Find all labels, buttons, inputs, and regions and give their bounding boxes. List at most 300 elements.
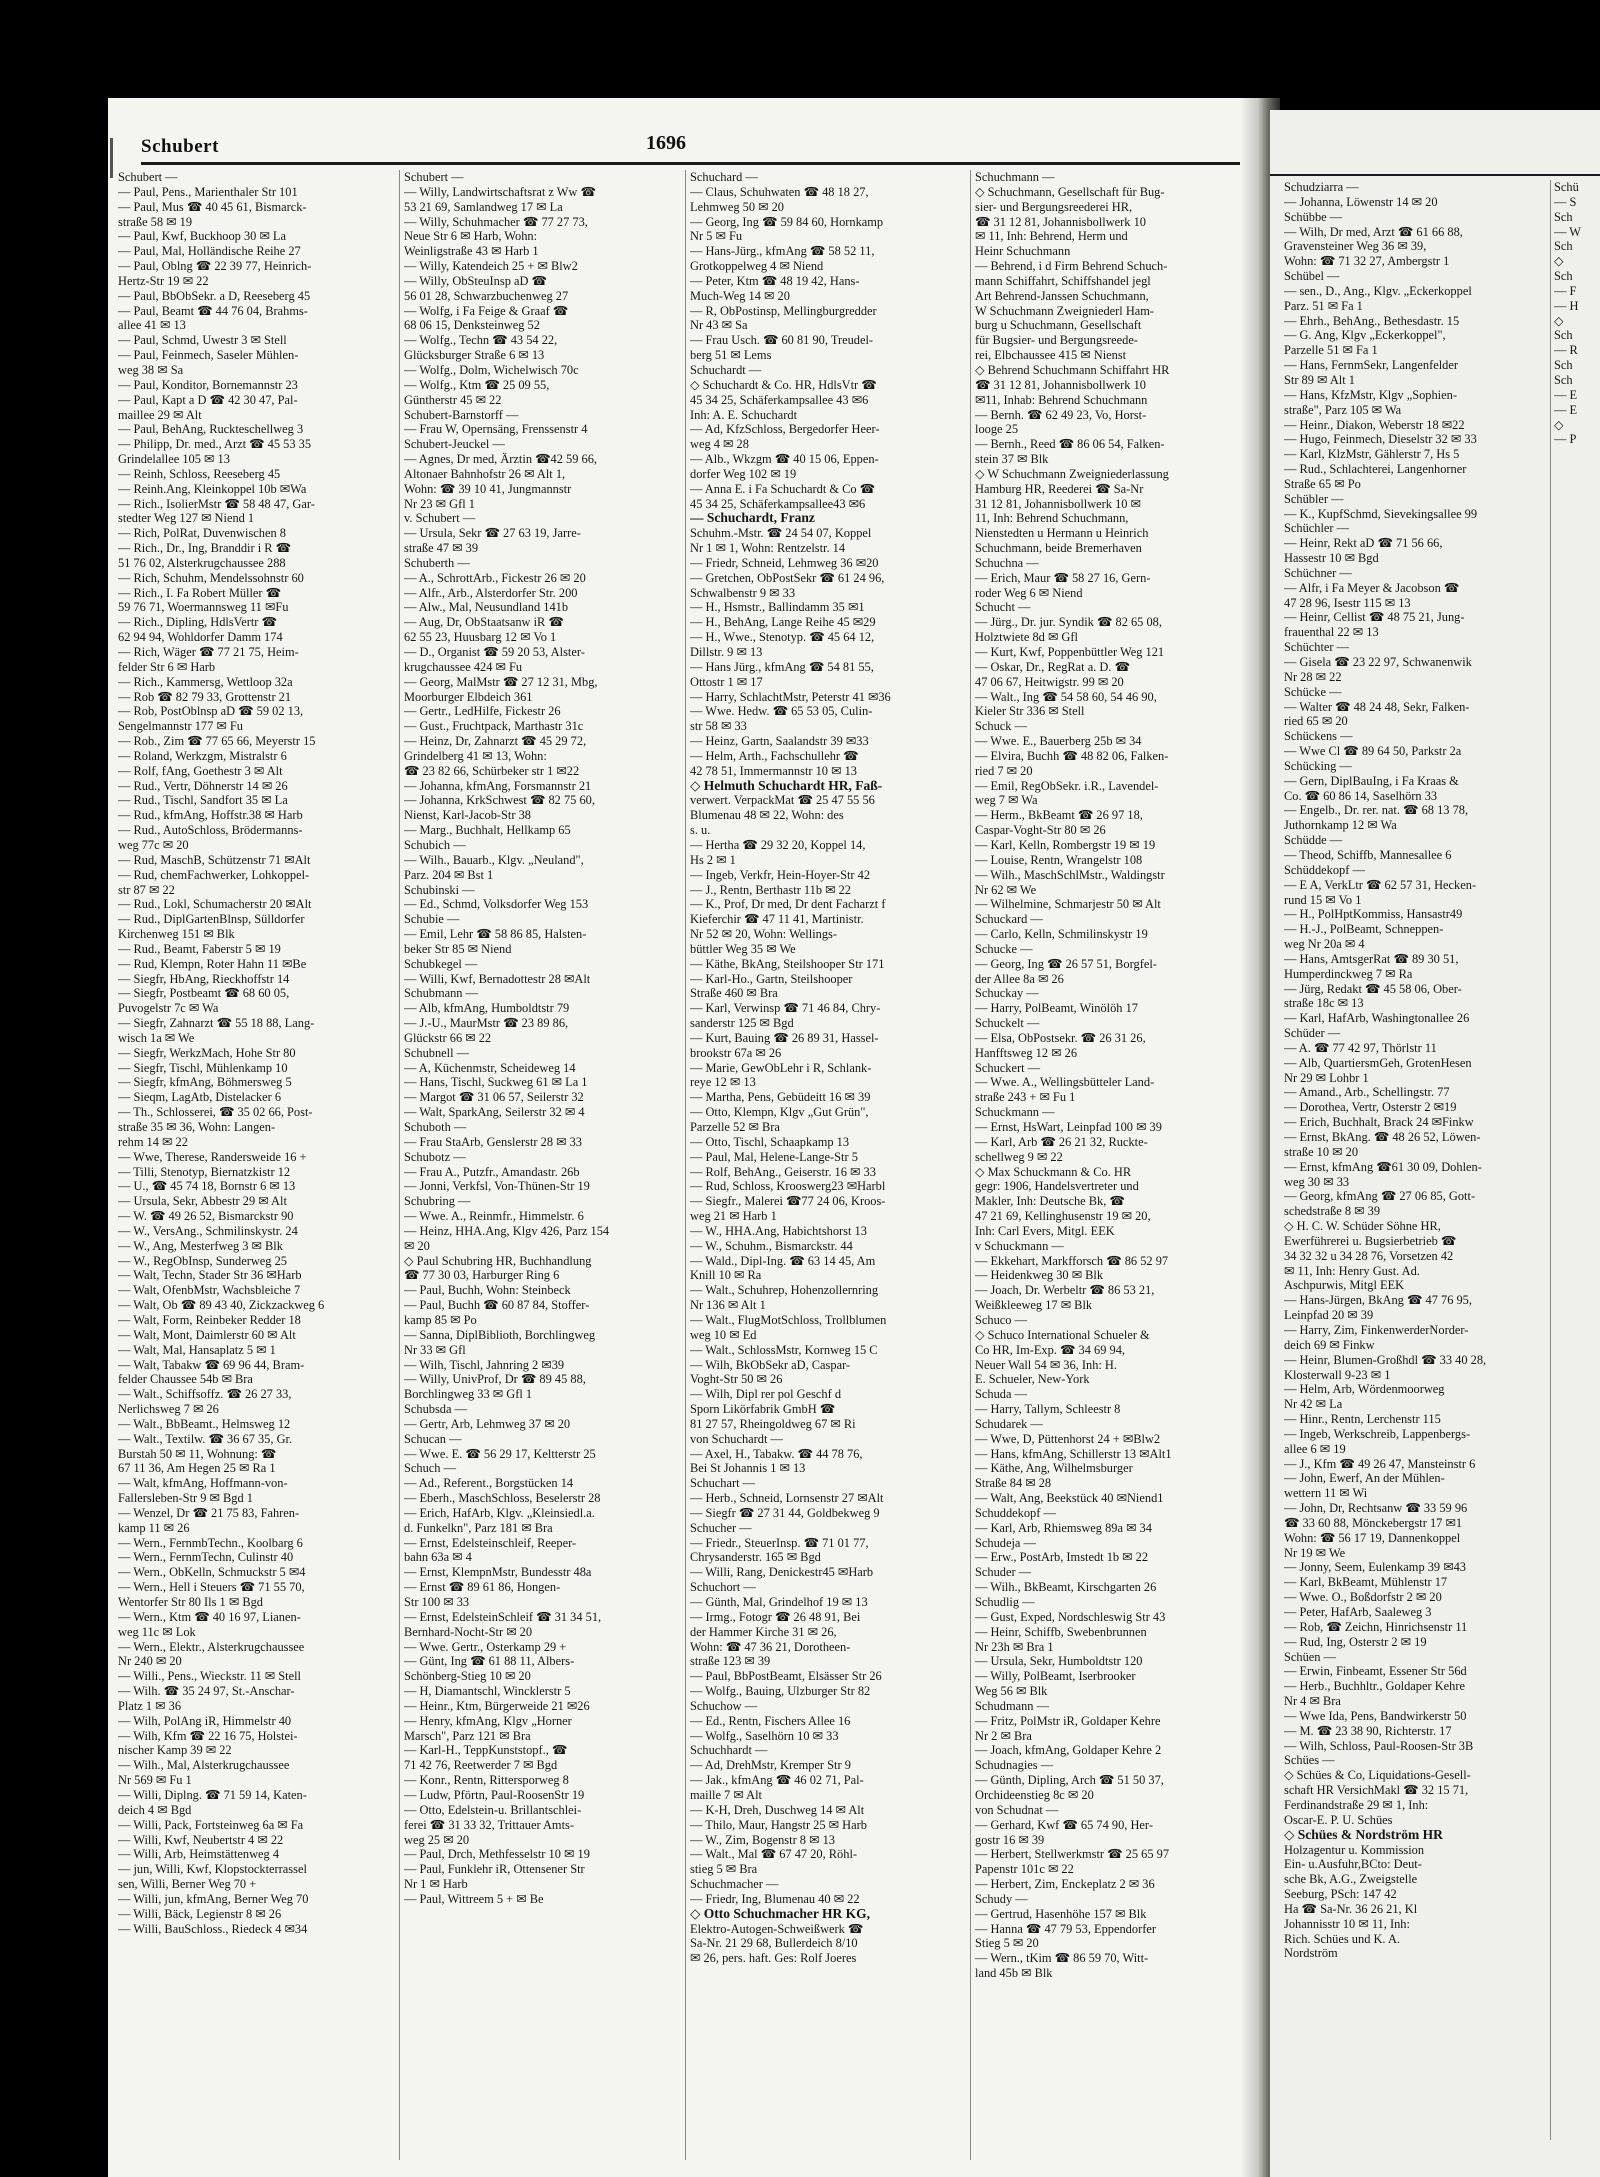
listing-entry: Nr 23h ✉ Bra 1 [975, 1639, 1054, 1654]
listing-entry: — Axel, H., Tabakw. ☎ 44 78 76, [690, 1446, 863, 1461]
listing-entry: ☎ 77 30 03, Harburger Ring 6 [404, 1268, 560, 1283]
listing-entry: — W., Zim, Bogenstr 8 ✉ 13 [690, 1832, 835, 1847]
listing-entry: — Wilh., Mal, Alsterkrugchaussee [118, 1758, 290, 1773]
listing-entry: — Paul, Drch, Methfesselstr 10 ✉ 19 [404, 1847, 590, 1862]
listing-entry: — Reinh, Schloss, Reeseberg 45 [118, 466, 281, 481]
listing-entry: Schuco — [975, 1312, 1027, 1327]
next-entry: — Herb., Buchhltr., Goldaper Kehre [1284, 1679, 1465, 1694]
listing-entry: 62 94 94, Wohldorfer Damm 174 [118, 630, 283, 645]
listing-entry: — Oskar, Dr., RegRat a. D. ☎ [975, 659, 1130, 674]
listing-entry: — Otto, Edelstein-u. Brillantschlei- [404, 1802, 582, 1817]
column-4 [975, 170, 1251, 2170]
listing-entry: Schuchna — [975, 555, 1039, 570]
listing-entry: Kieferchir ☎ 47 11 41, Martinistr. [690, 912, 864, 927]
listing-entry: — Wern., tKim ☎ 86 59 70, Witt- [975, 1951, 1149, 1966]
listing-entry: — Paul, Kapt a D ☎ 42 30 47, Pal- [118, 392, 298, 407]
listing-entry: — Wwe. Gertr., Osterkamp 29 + [404, 1639, 567, 1654]
listing-entry: — Willi., Pens., Wieckstr. 11 ✉ Stell [118, 1669, 301, 1684]
listing-entry: — Tilli, Stenotyp, Biernatzkistr 12 [118, 1164, 291, 1179]
next-entry: Str 89 ✉ Alt 1 [1284, 372, 1355, 387]
listing-entry: sanderstr 125 ✉ Bgd [690, 1016, 794, 1031]
listing-entry: — Willi, Kwf, Bernadottestr 28 ✉Alt [404, 971, 591, 986]
next-entry: Hassestr 10 ✉ Bgd [1284, 551, 1379, 566]
listing-entry: — Siegfr, Tischl, Mühlenkamp 10 [118, 1060, 288, 1075]
next-entry: — G. Ang, Klgv „Eckerkoppel", [1284, 328, 1446, 343]
page-number: 1696 [646, 132, 686, 154]
listing-entry: berg 51 ✉ Lems [690, 348, 772, 363]
listing-entry: — Margot ☎ 31 06 57, Seilerstr 32 [404, 1090, 584, 1105]
next-entry: — Hugo, Feinmech, Dieselstr 32 ✉ 33 [1284, 432, 1477, 447]
listing-entry: reye 12 ✉ 13 [690, 1075, 756, 1090]
listing-entry: — Paul, Buchh ☎ 60 87 84, Stoffer- [404, 1298, 590, 1313]
listing-entry: straße 243 + ✉ Fu 1 [975, 1090, 1076, 1105]
next-entry: Ewerführerei u. Bugsierbetrieb ☎ [1284, 1233, 1457, 1248]
next-entry: Schudziarra — [1284, 180, 1359, 194]
listing-entry: Schucan — [404, 1431, 462, 1446]
listing-entry: Schudy — [975, 1891, 1028, 1906]
listing-entry: — Wwe. A., Wellingsbütteler Land- [975, 1075, 1155, 1090]
listing-entry: Schuchmann — [975, 170, 1055, 184]
listing-entry: ✉ 26, pers. haft. Ges: Rolf Joeres [690, 1951, 857, 1966]
next-entry: Nordström [1284, 1946, 1338, 1961]
listing-entry: — Wilh, Dipl rer pol Geschf d [690, 1387, 842, 1402]
listing-entry: — Wern., FernmbTechn., Koolbarg 6 [118, 1535, 303, 1550]
listing-entry: gegr: 1906, Handelsvertreter und [975, 1179, 1139, 1194]
listing-entry: Burstah 50 ✉ 11, Wohnung: ☎ [118, 1446, 277, 1461]
next-entry: straße 18c ✉ 13 [1284, 996, 1364, 1011]
listing-entry: Co HR, Im-Exp. ☎ 34 69 94, [975, 1342, 1126, 1357]
listing-entry: — Wwe, D, Püttenhorst 24 + ✉Blw2 [975, 1431, 1161, 1446]
listing-entry: — Rich., Kammersg, Wettloop 32a [118, 674, 293, 689]
listing-entry: Moorburger Elbdeich 361 [404, 689, 533, 704]
listing-entry: — Walt., FlugMotSchloss, Trollblumen [690, 1312, 887, 1327]
listing-entry: — Willi, jun, kfmAng, Berner Weg 70 [118, 1891, 309, 1906]
listing-entry: für Bugsier- und Bergungsreede- [975, 333, 1138, 348]
listing-entry: weg 77c ✉ 20 [118, 837, 189, 852]
listing-entry: Schuboth — [404, 1120, 467, 1134]
listing-entry: — Karl, Verwinsp ☎ 71 46 84, Chry- [690, 1001, 881, 1016]
next-entry: — Hans, FernmSekr, Langenfelder [1284, 358, 1458, 373]
next-entry: — M. ☎ 23 38 90, Richterstr. 17 [1284, 1723, 1452, 1738]
listing-entry: rehm 14 ✉ 22 [118, 1134, 188, 1149]
listing-entry: — Willi, Pack, Fortsteinweg 6a ✉ Fa [118, 1817, 304, 1832]
listing-entry: Ottostr 1 ✉ 17 [690, 674, 763, 689]
next-entry: — Heinr., Diakon, Weberstr 18 ✉22 [1284, 417, 1465, 432]
listing-entry: ferei ☎ 31 33 32, Trittauer Amts- [404, 1817, 574, 1832]
listing-entry: — Rud, MaschB, Schützenstr 71 ✉Alt [118, 852, 311, 867]
listing-entry: Caspar-Voght-Str 80 ✉ 26 [975, 823, 1106, 838]
listing-entry: — Georg, Ing ☎ 59 84 60, Hornkamp [690, 214, 884, 229]
listing-entry: — Rob., Zim ☎ 77 65 66, Meyerstr 15 [118, 734, 316, 749]
next-entry: — Hans-Jürgen, BkAng ☎ 47 76 95, [1284, 1293, 1472, 1308]
listing-entry: Schwalbenstr 9 ✉ 33 [690, 585, 796, 600]
listing-entry: — W. ☎ 49 26 52, Bismarckstr 90 [118, 1209, 294, 1224]
listing-entry: ◇ Behrend Schuchmann Schiffahrt HR [975, 362, 1170, 377]
listing-entry: E. Schueler, New-York [975, 1372, 1090, 1387]
directory-page [108, 98, 1260, 2177]
listing-entry: 67 11 36, Am Hegen 25 ✉ Ra 1 [118, 1461, 276, 1476]
listing-entry: ☎ 23 82 66, Schürbeker str 1 ✉22 [404, 763, 580, 778]
listing-entry: — Alb., Wkzgm ☎ 40 15 06, Eppen- [690, 452, 879, 467]
listing-entry: 42 78 51, Immermannstr 10 ✉ 13 [690, 763, 857, 778]
margin-mark [110, 138, 113, 178]
listing-entry: — Peter, Ktm ☎ 48 19 42, Hans- [690, 273, 860, 288]
listing-entry: Nr 5 ✉ Fu [690, 229, 743, 244]
listing-entry: — Rud., kfmAng, Hoffstr.38 ✉ Harb [118, 808, 303, 823]
next-entry: — E [1554, 387, 1578, 402]
listing-entry: — Philipp, Dr. med., Arzt ☎ 45 53 35 [118, 437, 312, 452]
listing-entry: Schubinski — [404, 882, 475, 897]
listing-entry: — Wolfg, i Fa Feige & Graaf ☎ [404, 303, 569, 318]
listing-entry: — Gretchen, ObPostSekr ☎ 61 24 96, [690, 570, 885, 585]
listing-entry: Bernhard-Nocht-Str ✉ 20 [404, 1624, 533, 1639]
listing-entry: burg u Schuchmann, Gesellschaft [975, 318, 1142, 333]
listing-entry: 56 01 28, Schwarzbuchenweg 27 [404, 288, 569, 303]
listing-entry: — Ad, KfzSchloss, Bergedorfer Heer- [690, 422, 880, 437]
listing-entry: — Rud, chemFachwerker, Lohkoppel- [118, 867, 310, 882]
listing-entry: — Rud., AutoSchloss, Brödermanns- [118, 823, 303, 838]
listing-entry: ✉ 20 [404, 1238, 430, 1253]
listing-entry: mann Schiffahrt, Schiffshandel jegl [975, 273, 1151, 288]
listing-entry: ◇ Helmuth Schuchardt HR, Faß- [690, 778, 883, 793]
next-entry: frauenthal 22 ✉ 13 [1284, 625, 1379, 640]
listing-entry: Kirchenweg 151 ✉ Blk [118, 927, 235, 942]
listing-entry: — Paul, Oblng ☎ 22 39 77, Heinrich- [118, 259, 312, 274]
next-entry: — F [1554, 283, 1577, 298]
listing-entry: — Siegfr, kfmAng, Böhmersweg 5 [118, 1075, 292, 1090]
listing-entry: Schuckard — [975, 912, 1043, 927]
next-entry: Wohn: ☎ 71 32 27, Ambergstr 1 [1284, 254, 1450, 269]
listing-entry: — Wern., Elektr., Alsterkrugchaussee [118, 1639, 305, 1654]
next-entry: Schüchner — [1284, 565, 1352, 580]
listing-entry: — Rud., Beamt, Faberstr 5 ✉ 19 [118, 941, 281, 956]
listing-entry: — Heinr., Ktm, Bürgerweide 21 ✉26 [404, 1698, 590, 1713]
listing-entry: Weg 56 ✉ Blk [975, 1684, 1048, 1699]
listing-entry: felder Chaussee 54b ✉ Bra [118, 1372, 253, 1387]
listing-entry: 53 21 69, Samlandweg 17 ✉ La [404, 199, 563, 214]
listing-entry: Schubert — [404, 170, 464, 184]
listing-entry: Nerlichsweg 7 ✉ 26 [118, 1402, 219, 1417]
listing-entry: Nienst, Karl-Jacob-Str 38 [404, 808, 531, 823]
next-entry: — sen., D., Ang., Klgv. „Eckerkoppel [1284, 283, 1472, 298]
listing-entry: 62 55 23, Huusbarg 12 ✉ Vo 1 [404, 630, 557, 645]
listing-entry: Inh: Carl Evers, Mitgl. EEK [975, 1223, 1115, 1238]
listing-entry: ◇ W Schuchmann Zweigniederlassung [975, 466, 1169, 481]
listing-entry: — Walt., BbBeamt., Helmsweg 12 [118, 1416, 291, 1431]
listing-entry: — Harry, SchlachtMstr, Peterstr 41 ✉36 [690, 689, 891, 704]
listing-entry: gostr 16 ✉ 39 [975, 1832, 1045, 1847]
next-entry: ◇ [1554, 417, 1564, 432]
listing-entry: — Frau Usch. ☎ 60 81 90, Treudel- [690, 333, 874, 348]
next-entry: — Amand., Arb., Schellingstr. 77 [1284, 1085, 1450, 1100]
next-entry: Nr 28 ✉ 22 [1284, 669, 1342, 684]
listing-entry: — Herbert, Stellwerkmstr ☎ 25 65 97 [975, 1847, 1170, 1862]
listing-entry: Nienstedten u Hermann u Heinrich [975, 526, 1149, 541]
listing-entry: — Heinz, Gartn, Saalandstr 39 ✉33 [690, 734, 869, 749]
listing-entry: dorfer Weg 102 ✉ 19 [690, 466, 797, 481]
listing-entry: — Hertha ☎ 29 32 20, Koppel 14, [690, 837, 866, 852]
listing-entry: — Paul, BbObSekr. a D, Reeseberg 45 [118, 288, 311, 303]
listing-entry: stedter Weg 127 ✉ Niend 1 [118, 511, 255, 526]
listing-entry: — Käthe, BkAng, Steilshooper Str 171 [690, 956, 885, 971]
listing-entry: — Wilhelmine, Schmarjestr 50 ✉ Alt [975, 897, 1161, 912]
listing-entry: — Reinh.Ang, Kleinkoppel 10b ✉Wa [118, 481, 307, 496]
listing-entry: Hanfftsweg 12 ✉ 26 [975, 1045, 1078, 1060]
next-entry: — Harry, Zim, FinkenwerderNorder- [1284, 1322, 1469, 1337]
listing-entry: — Paul, Mal, Holländische Reihe 27 [118, 244, 301, 259]
listing-entry: — Wenzel, Dr ☎ 21 75 83, Fahren- [118, 1505, 300, 1520]
listing-entry: — Marie, GewObLehr i R, Schlank- [690, 1060, 872, 1075]
listing-entry: — Konr., Rentn, Rittersporweg 8 [404, 1773, 569, 1788]
listing-entry: — J.-U., MaurMstr ☎ 23 89 86, [404, 1016, 569, 1031]
running-head-name: Schubert [141, 136, 219, 157]
listing-entry: — Sieqm, LagAtb, Distelacker 6 [118, 1090, 282, 1105]
next-entry: — Wilh, Schloss, Paul-Roosen-Str 3B [1284, 1738, 1474, 1753]
listing-entry: Weißkleeweg 17 ✉ Blk [975, 1298, 1093, 1313]
listing-entry: maillee 29 ✉ Alt [118, 407, 202, 422]
columns [118, 170, 1251, 2170]
listing-entry: Nr 43 ✉ Sa [690, 318, 748, 333]
listing-entry: Schucher — [690, 1520, 752, 1535]
next-entry: — Hinr., Rentn, Lerchenstr 115 [1284, 1412, 1441, 1427]
next-entry: Schüchter — [1284, 640, 1350, 655]
listing-entry: kamp 11 ✉ 26 [118, 1520, 190, 1535]
listing-entry: str 87 ✉ 22 [118, 882, 175, 897]
next-entry: — Ingeb, Werkschreib, Lappenbergs- [1284, 1426, 1471, 1441]
listing-entry: Voght-Str 50 ✉ 26 [690, 1372, 783, 1387]
listing-entry: — Georg, MalMstr ☎ 27 12 31, Mbg, [404, 674, 598, 689]
listing-entry: — Wolfg., Bauing, Ulzburger Str 82 [690, 1684, 871, 1699]
listing-entry: Hertz-Str 19 ✉ 22 [118, 273, 209, 288]
listing-entry: Lehmweg 50 ✉ 20 [690, 199, 785, 214]
next-entry: — Walter ☎ 48 24 48, Sekr, Falken- [1284, 699, 1470, 714]
next-entry: Sch [1554, 372, 1573, 387]
listing-entry: — Paul, BbPostBeamt, Elsässer Str 26 [690, 1669, 882, 1684]
next-entry: Oscar-E. P. U. Schües [1284, 1812, 1393, 1827]
listing-entry: — Erw., PostArb, Imstedt 1b ✉ 22 [975, 1550, 1149, 1565]
listing-entry: — jun, Willi, Kwf, Klopstockterrassel [118, 1862, 307, 1877]
next-entry: Wohn: ☎ 56 17 19, Dannenkoppel [1284, 1530, 1461, 1545]
listing-entry: — U., ☎ 45 74 18, Bornstr 6 ✉ 13 [118, 1179, 296, 1194]
listing-entry: weg 4 ✉ 28 [690, 437, 749, 452]
listing-entry: — Jürg., Dr. jur. Syndik ☎ 82 65 08, [975, 615, 1162, 630]
next-entry: — E [1554, 402, 1578, 417]
listing-entry: allee 41 ✉ 13 [118, 318, 186, 333]
next-entry: Johannisstr 10 ✉ 11, Inh: [1284, 1916, 1410, 1931]
listing-entry: straße 58 ✉ 19 [118, 214, 193, 229]
listing-entry: Sa-Nr. 21 29 68, Bullerdeich 8/10 [690, 1936, 858, 1951]
listing-entry: — Aug, Dr, ObStaatsanw iR ☎ [404, 615, 564, 630]
listing-entry: sen, Willi, Berner Weg 70 + [118, 1877, 257, 1892]
listing-entry: — Wilh, BkObSekr aD, Caspar- [690, 1357, 851, 1372]
next-entry: — Ernst, kfmAng ☎61 30 09, Dohlen- [1284, 1159, 1482, 1174]
next-entry: straße", Parz 105 ✉ Wa [1284, 402, 1402, 417]
listing-entry: Schubkegel — [404, 956, 478, 971]
next-entry: allee 6 ✉ 19 [1284, 1441, 1346, 1456]
next-entry: weg Nr 20a ✉ 4 [1284, 937, 1365, 952]
listing-entry: Schubnell — [404, 1045, 470, 1060]
next-entry: straße 10 ✉ 20 [1284, 1144, 1359, 1159]
next-entry: ◇ Schües & Nordström HR [1284, 1827, 1443, 1842]
next-entry: Sch [1554, 269, 1573, 284]
next-entry: ◇ H. C. W. Schüder Söhne HR, [1284, 1219, 1441, 1234]
listing-entry: — Hans Jürg., kfmAng ☎ 54 81 55, [690, 659, 874, 674]
next-entry: Schübbe — [1284, 209, 1343, 224]
next-entry: — John, Dr, Rechtsanw ☎ 33 59 96 [1284, 1501, 1468, 1516]
next-entry: — Johanna, Löwenstr 14 ✉ 20 [1284, 194, 1438, 209]
listing-entry: ◇ Otto Schuchmacher HR KG, [690, 1906, 871, 1921]
listing-entry: — Willy, PolBeamt, Iserbrooker [975, 1669, 1136, 1684]
listing-entry: — Ludw, Pförtn, Paul-RoosenStr 19 [404, 1787, 585, 1802]
column-1 [118, 170, 394, 2170]
listing-entry: Stieg 5 ✉ 20 [975, 1936, 1039, 1951]
listing-entry: — Wald., Dipl-Ing. ☎ 63 14 45, Am [690, 1253, 876, 1268]
listing-entry: — Joach, kfmAng, Goldaper Kehre 2 [975, 1743, 1162, 1758]
listing-entry: — Walt., Mal ☎ 67 47 20, Röhl- [690, 1847, 858, 1862]
listing-entry: nischer Kamp 39 ✉ 22 [118, 1743, 232, 1758]
next-entry: Nr 4 ✉ Bra [1284, 1694, 1341, 1709]
listing-entry: — Ernst ☎ 89 61 86, Hongen- [404, 1580, 561, 1595]
listing-entry: — Carlo, Kelln, Schmilinskystr 19 [975, 927, 1148, 942]
next-entry: sche Bk, A.G., Zweigstelle [1284, 1872, 1418, 1887]
listing-entry: — Friedr., SteuerInsp. ☎ 71 01 77, [690, 1535, 869, 1550]
listing-entry: — Jonni, Verkfsl, Von-Thünen-Str 19 [404, 1179, 590, 1194]
listing-entry: Nr 23 ✉ Gfl 1 [404, 496, 475, 511]
listing-entry: — Johanna, kfmAng, Forsmannstr 21 [404, 778, 592, 793]
listing-entry: s. u. [690, 823, 711, 838]
listing-entry: ◇ Schuchmann, Gesellschaft für Bug- [975, 184, 1165, 199]
listing-entry: — Bernh. ☎ 62 49 23, Vo, Horst- [975, 407, 1147, 422]
next-entry: — Wwe Ida, Pens, Bandwirkerstr 50 [1284, 1708, 1467, 1723]
listing-entry: 47 06 67, Heitwigstr. 99 ✉ 20 [975, 674, 1124, 689]
listing-entry: — Claus, Schuhwaten ☎ 48 18 27, [690, 184, 869, 199]
next-entry: — Ernst, BkAng. ☎ 48 26 52, Löwen- [1284, 1130, 1481, 1144]
listing-entry: — Karl, Kelln, Rombergstr 19 ✉ 19 [975, 837, 1156, 852]
listing-entry: Schudarek — [975, 1416, 1043, 1431]
listing-entry: — Wilh, Kfm ☎ 22 16 75, Holstei- [118, 1728, 298, 1743]
next-entry: 47 28 96, Isestr 115 ✉ 13 [1284, 595, 1411, 610]
next-entry: — Georg, kfmAng ☎ 27 06 85, Gott- [1284, 1189, 1476, 1204]
listing-entry: — Elsa, ObPostsekr. ☎ 26 31 26, [975, 1030, 1146, 1045]
listing-entry: brookstr 67a ✉ 26 [690, 1045, 782, 1060]
listing-entry: — Alw., Mal, Neusundland 141b [404, 600, 569, 615]
next-entry: Nr 42 ✉ La [1284, 1397, 1343, 1412]
listing-entry: — Willi, BauSchloss., Riedeck 4 ✉34 [118, 1921, 308, 1936]
listing-entry: land 45b ✉ Blk [975, 1966, 1053, 1981]
listing-entry: ◇ Schuchardt & Co. HR, HdlsVtr ☎ [690, 377, 877, 392]
next-entry: — Jonny, Seem, Eulenkamp 39 ✉43 [1284, 1560, 1466, 1575]
listing-entry: — Walt, Ang, Beekstück 40 ✉Niend1 [975, 1491, 1164, 1506]
next-entry: Parz. 51 ✉ Fa 1 [1284, 298, 1363, 313]
next-entry: wettern 11 ✉ Wi [1284, 1486, 1368, 1501]
listing-entry: Neuer Wall 54 ✉ 36, Inh: H. [975, 1357, 1117, 1372]
listing-entry: — Wilh, Tischl, Jahnring 2 ✉39 [404, 1357, 565, 1372]
listing-entry: — Siegfr, HbAng, Rieckhoffstr 14 [118, 971, 290, 986]
next-entry: — S [1554, 194, 1577, 209]
listing-entry: Schuckmann — [975, 1105, 1055, 1120]
listing-entry: — Karl-Ho., Gartn, Steilshooper [690, 971, 853, 986]
listing-entry: — Günt, Ing ☎ 61 88 11, Albers- [404, 1654, 575, 1669]
column-2 [404, 170, 680, 2170]
listing-entry: — Willi, Diplng. ☎ 71 59 14, Katen- [118, 1787, 307, 1802]
listing-entry: — Siegfr ☎ 27 31 44, Goldbekweg 9 [690, 1505, 880, 1520]
listing-entry: — Wolfg., Techn ☎ 43 54 22, [404, 333, 558, 348]
listing-entry: 45 34 25, Schäferkampsallee 43 ✉6 [690, 392, 869, 407]
listing-entry: — W., Ang, Mesterfweg 3 ✉ Blk [118, 1238, 283, 1253]
listing-entry: Blumenau 48 ✉ 22, Wohn: des [690, 808, 844, 823]
listing-entry: — Wern., Hell i Steuers ☎ 71 55 70, [118, 1580, 305, 1595]
next-entry: Schücke — [1284, 684, 1342, 699]
listing-entry: Schuchhardt — [690, 1743, 768, 1758]
listing-entry: 81 27 57, Rheingoldweg 67 ✉ Ri [690, 1416, 856, 1431]
next-entry: Aschpurwis, Mitgl EEK [1284, 1278, 1405, 1293]
next-entry: Sch [1554, 239, 1573, 254]
listing-entry: Fallersleben-Str 9 ✉ Bgd 1 [118, 1491, 253, 1506]
listing-entry: — Wern., FernmTechn, Culinstr 40 [118, 1550, 294, 1565]
listing-entry: der Allee 8a ✉ 26 [975, 971, 1064, 986]
listing-entry: — Ursula, Sekr, Humboldtstr 120 [975, 1654, 1143, 1669]
listing-entry: — Bernh., Reed ☎ 86 06 54, Falken- [975, 437, 1165, 452]
listing-entry: Schuckert — [975, 1060, 1041, 1075]
next-entry: — K., KupfSchmd, Sievekingsallee 99 [1284, 506, 1478, 521]
listing-entry: — Paul, Beamt ☎ 44 76 04, Brahms- [118, 303, 308, 318]
listing-entry: — Fritz, PolMstr iR, Goldaper Kehre [975, 1713, 1161, 1728]
listing-entry: — Willi, Kwf, Neubertstr 4 ✉ 22 [118, 1832, 284, 1847]
next-entry: Co. ☎ 60 86 14, Saselhörn 33 [1284, 788, 1438, 803]
listing-entry: krugchaussee 424 ✉ Fu [404, 659, 523, 674]
listing-entry: — K-H, Dreh, Duschweg 14 ✉ Alt [690, 1802, 865, 1817]
listing-entry: Schubert-Barnstorff — [404, 407, 519, 422]
listing-entry: — Irmg., Fotogr ☎ 26 48 91, Bei [690, 1609, 861, 1624]
listing-entry: — Walt, Mal, Hansaplatz 5 ✉ 1 [118, 1342, 276, 1357]
listing-entry: — Rich., Dipling, HdlsVertr ☎ [118, 615, 277, 630]
next-entry: Seeburg, PSch: 147 42 [1284, 1887, 1397, 1902]
next-entry: 34 32 32 u 34 28 76, Vorsetzen 42 [1284, 1248, 1454, 1263]
listing-entry: Schuchart — [690, 1476, 756, 1491]
listing-entry: — Herm., BkBeamt ☎ 26 97 18, [975, 808, 1143, 823]
listing-entry: 11, Inh: Behrend Schuchmann, [975, 511, 1129, 526]
listing-entry: Grindelberg 41 ✉ 13, Wohn: [404, 748, 547, 763]
listing-entry: — Alfr., Arb., Alsterdorfer Str. 200 [404, 585, 578, 600]
listing-entry: Grotkoppelweg 4 ✉ Niend [690, 259, 824, 274]
listing-entry: — Günth, Dipling, Arch ☎ 51 50 37, [975, 1773, 1164, 1788]
listing-entry: str 58 ✉ 33 [690, 719, 747, 734]
listing-entry: Schuchmann, beide Bremerhaven [975, 541, 1142, 556]
next-entry: Schübel — [1284, 269, 1340, 284]
listing-entry: weg 38 ✉ Sa [118, 362, 184, 377]
listing-entry: Altonaer Bahnhofstr 26 ✉ Alt 1, [404, 466, 566, 481]
listing-entry: — Ad, DrehMstr, Kremper Str 9 [690, 1758, 851, 1773]
listing-entry: felder Str 6 ✉ Harb [118, 659, 216, 674]
listing-entry: ☎ 31 12 81, Johannisbollwerk 10 [975, 214, 1146, 229]
listing-entry: kamp 85 ✉ Po [404, 1312, 477, 1327]
next-entry: — Ehrh., BehAng., Bethesdastr. 15 [1284, 313, 1460, 328]
listing-entry: — Ernst, KlempnMstr, Bundesstr 48a [404, 1565, 592, 1580]
column-divider [1550, 180, 1551, 2140]
listing-entry: Schucke — [975, 941, 1033, 956]
listing-entry: Inh: A. E. Schuchardt [690, 407, 798, 422]
listing-entry: — Hans, kfmAng, Schillerstr 13 ✉Alt1 [975, 1446, 1172, 1461]
listing-entry: Puvogelstr 7c ✉ Wa [118, 1001, 219, 1016]
listing-entry: — Wern., Ktm ☎ 40 16 97, Lianen- [118, 1609, 301, 1624]
next-entry: — R [1554, 343, 1578, 358]
listing-entry: — Rich, PolRat, Duvenwischen 8 [118, 526, 286, 541]
next-entry: Ferdinandstraße 29 ✉ 1, Inh: [1284, 1797, 1429, 1812]
listing-entry: — Wwe. A., Reinmfr., Himmelstr. 6 [404, 1209, 584, 1224]
listing-entry: — A, Küchenmstr, Scheideweg 14 [404, 1060, 576, 1075]
next-entry: — Helm, Arb, Wördenmoorweg [1284, 1382, 1445, 1397]
column-divider [970, 170, 971, 2160]
